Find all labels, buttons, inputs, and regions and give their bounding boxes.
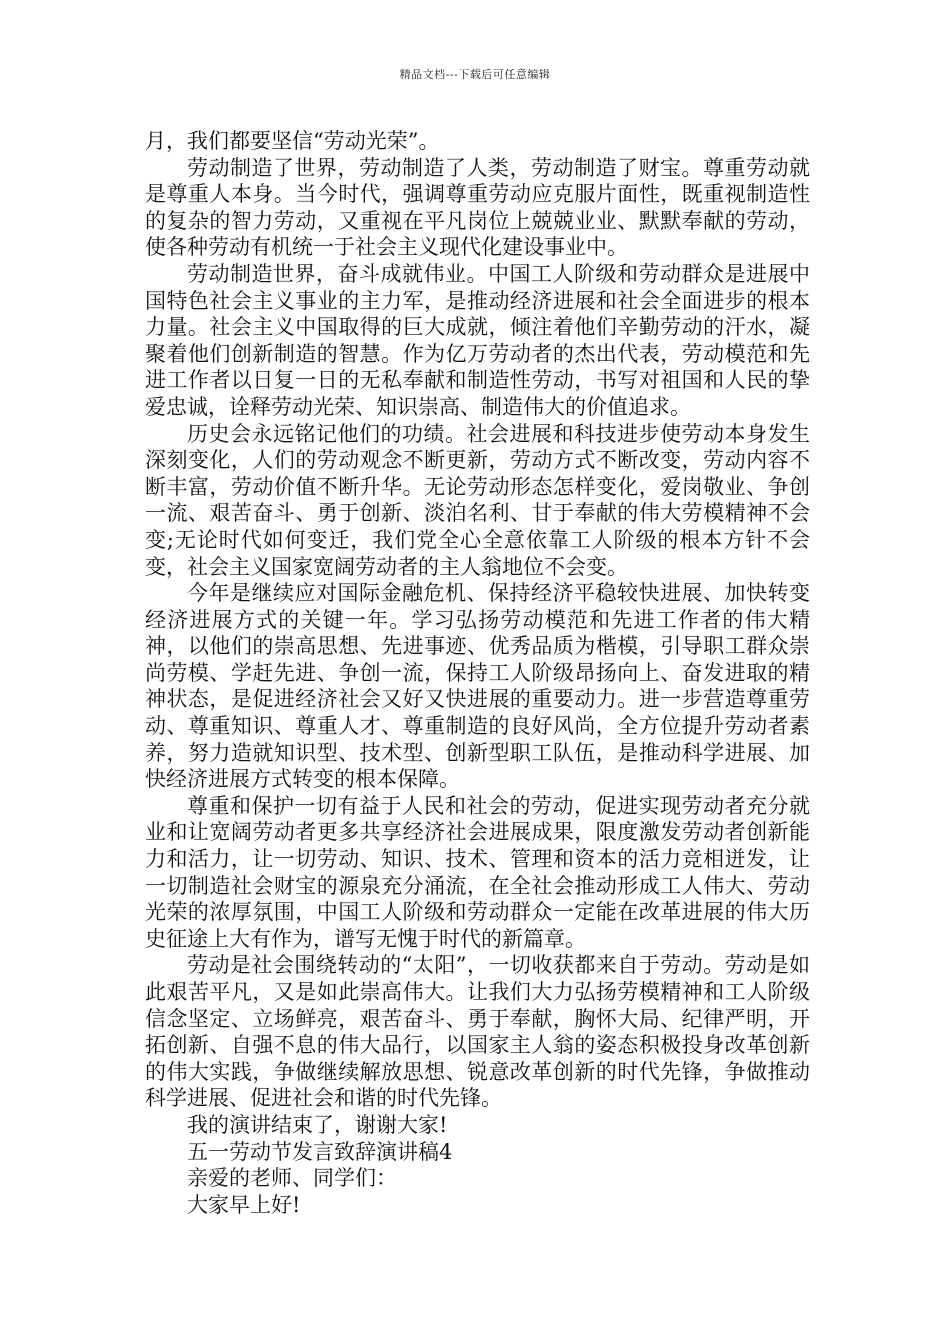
document-body	[145, 128, 810, 1218]
closing-line: 我的演讲结束了，谢谢大家!	[187, 1112, 448, 1137]
speech-title: 五一劳动节发言致辞演讲稿4	[187, 1139, 453, 1164]
paragraph: 今年是继续应对国际金融危机、保持经济平稳较快进展、加快转变经济进展方式的关键一年。学习弘扬劳动模范和先进工作者的伟大精神，以他们的崇高思想、先进事迹、优秀品质为楷模，引导职工群众崇尚劳模、学赶先进、争创一流，保持工人阶级昂扬向上、奋发进取的精神状态，是促进经济社会又好又快进展的重要动力。进一步营造尊重劳动、尊重知识、尊重人才、尊重制造的良好风尚，全方位提升劳动者素养，努力造就知识型、技术型、创新型职工队伍，是推动科学进展、加快经济进展方式转变的根本保障。	[145, 581, 810, 792]
greeting: 大家早上好!	[187, 1192, 301, 1217]
paragraph: 劳动是社会围绕转动的“太阳”，一切收获都来自于劳动。劳动是如此艰苦平凡，又是如此崇高伟大。让我们大力弘扬劳模精神和工人阶级信念坚定、立场鲜亮，艰苦奋斗、勇于奉献，胸怀大局、纪律严明，开拓创新、自强不息的伟大品行，以国家主人翁的姿态积极投身改革创新的伟大实践，争做继续解放思想、锐意改革创新的时代先锋，争做推动科学进展、促进社会和谐的时代先锋。	[145, 953, 810, 1111]
salutation: 亲爱的老师、同学们：	[187, 1166, 397, 1191]
paragraph-continuation: 月，我们都要坚信“劳动光荣”。	[145, 129, 440, 153]
paragraph: 劳动制造世界，奋斗成就伟业。中国工人阶级和劳动群众是进展中国特色社会主义事业的主力军，是推动经济进展和社会全面进步的根本力量。社会主义中国取得的巨大成就，倾注着他们辛勤劳动的汗水，凝聚着他们创新制造的智慧。作为亿万劳动者的杰出代表，劳动模范和先进工作者以日复一日的无私奉献和制造性劳动，书写对祖国和人民的挚爱忠诚，诠释劳动光荣、知识崇高、制造伟大的价值追求。	[145, 261, 810, 419]
page-header: 精品文档---下载后可任意编辑	[399, 68, 551, 81]
paragraph: 劳动制造了世界，劳动制造了人类，劳动制造了财宝。尊重劳动就是尊重人本身。当今时代，强调尊重劳动应克服片面性，既重视制造性的复杂的智力劳动，又重视在平凡岗位上兢兢业业、默默奉献的劳动，使各种劳动有机统一于社会主义现代化建设事业中。	[145, 155, 810, 260]
paragraph: 尊重和保护一切有益于人民和社会的劳动，促进实现劳动者充分就业和让宽阔劳动者更多共享经济社会进展成果，限度激发劳动者创新能力和活力，让一切劳动、知识、技术、管理和资本的活力竞相迸发，让一切制造社会财宝的源泉充分涌流，在全社会推动形成工人伟大、劳动光荣的浓厚氛围，中国工人阶级和劳动群众一定能在改革进展的伟大历史征途上大有作为，谱写无愧于时代的新篇章。	[145, 793, 810, 951]
paragraph: 历史会永远铭记他们的功绩。社会进展和科技进步使劳动本身发生深刻变化，人们的劳动观念不断更新，劳动方式不断改变，劳动内容不断丰富，劳动价值不断升华。无论劳动形态怎样变化，爱岗敬业、争创一流、艰苦奋斗、勇于创新、淡泊名利、甘于奉献的伟大劳模精神不会变;无论时代如何变迁，我们党全心全意依靠工人阶级的根本方针不会变，社会主义国家宽阔劳动者的主人翁地位不会变。	[145, 421, 810, 579]
